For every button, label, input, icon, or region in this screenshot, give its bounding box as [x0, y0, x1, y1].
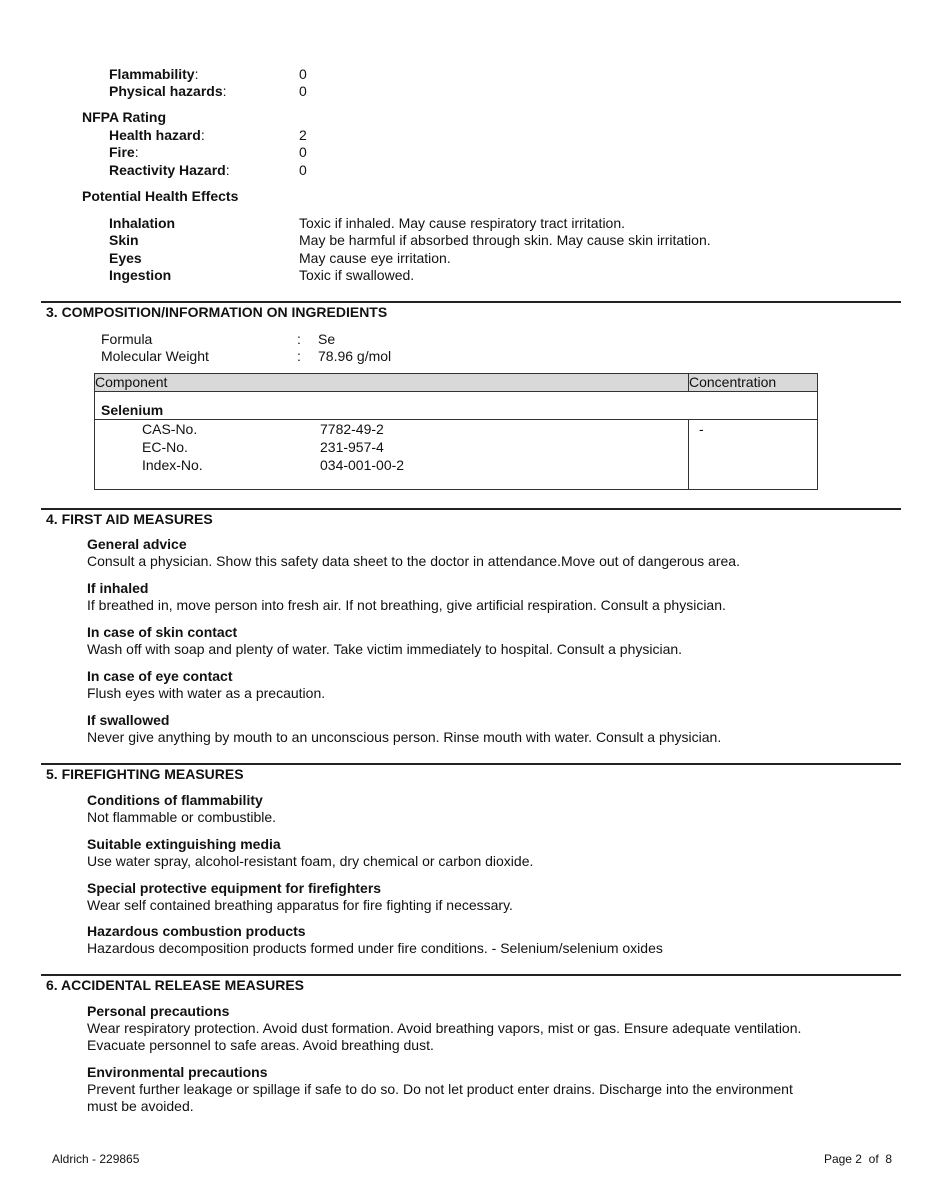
- release-text: Evacuate personnel to safe areas. Avoid breathing dust.: [87, 1037, 434, 1053]
- release-item: [87, 1003, 801, 1054]
- cas-label: CAS-No.: [142, 421, 198, 437]
- first-aid-text: Never give anything by mouth to an unconscious person. Rinse mouth with water. Consult a physician.: [87, 729, 722, 745]
- flammability-value: 0: [299, 66, 307, 82]
- molecular-weight-value: 78.96 g/mol: [318, 348, 392, 364]
- health-effects-title: Potential Health Effects: [82, 188, 239, 204]
- release-heading: Environmental precautions: [87, 1064, 268, 1080]
- component-name: Selenium: [95, 392, 818, 420]
- first-aid-item: [87, 712, 721, 746]
- first-aid-text: Consult a physician. Show this safety data sheet to the doctor in attendance.Move out of dangerous area.: [87, 553, 740, 569]
- section-3-title: 3. COMPOSITION/INFORMATION ON INGREDIENTS: [46, 304, 388, 320]
- component-table: [94, 373, 818, 490]
- firefighting-heading: Conditions of flammability: [87, 792, 263, 808]
- first-aid-item: [87, 668, 325, 702]
- index-value: 034-001-00-2: [320, 457, 405, 473]
- fire-label: Fire: [109, 144, 135, 160]
- firefighting-text: Use water spray, alcohol-resistant foam, dry chemical or carbon dioxide.: [87, 853, 534, 869]
- release-heading: Personal precautions: [87, 1003, 230, 1019]
- footer-left: Aldrich - 229865: [52, 1152, 140, 1166]
- health-hazard-value: 2: [299, 127, 307, 143]
- index-label: Index-No.: [142, 457, 203, 473]
- health-effect-text: May cause eye irritation.: [299, 250, 451, 266]
- column-header-concentration: Concentration: [689, 374, 818, 392]
- molecular-weight-label: Molecular Weight: [101, 348, 209, 364]
- firefighting-heading: Hazardous combustion products: [87, 923, 306, 939]
- firefighting-text: Not flammable or combustible.: [87, 809, 277, 825]
- formula-colon: :: [297, 331, 301, 347]
- health-effect-label: Eyes: [109, 250, 142, 266]
- first-aid-item: [87, 624, 682, 658]
- first-aid-heading: General advice: [87, 536, 187, 552]
- reactivity-label: Reactivity Hazard: [109, 162, 226, 178]
- column-header-component: Component: [95, 374, 689, 392]
- section-divider: [41, 763, 901, 765]
- reactivity-value: 0: [299, 162, 307, 178]
- health-hazard-label: Health hazard: [109, 127, 201, 143]
- first-aid-text: If breathed in, move person into fresh air. If not breathing, give artificial respiration. Consult a physician.: [87, 597, 726, 613]
- section-4-title: 4. FIRST AID MEASURES: [46, 511, 213, 527]
- release-text: must be avoided.: [87, 1098, 194, 1114]
- formula-value: Se: [318, 331, 336, 347]
- physical-hazards-label: Physical hazards: [109, 83, 223, 99]
- section-6-title: 6. ACCIDENTAL RELEASE MEASURES: [46, 977, 304, 993]
- health-effect-label: Inhalation: [109, 215, 176, 231]
- formula-label: Formula: [101, 331, 153, 347]
- firefighting-item: [87, 880, 513, 914]
- health-effect-text: Toxic if inhaled. May cause respiratory tract irritation.: [299, 215, 626, 231]
- firefighting-item: [87, 923, 663, 957]
- component-table-header: [95, 374, 818, 392]
- component-ids-row: [95, 420, 818, 490]
- firefighting-item: [87, 836, 533, 870]
- firefighting-heading: Special protective equipment for firefighters: [87, 880, 382, 896]
- cas-value: 7782-49-2: [320, 421, 384, 437]
- first-aid-heading: In case of eye contact: [87, 668, 233, 684]
- health-effect-text: May be harmful if absorbed through skin. May cause skin irritation.: [299, 232, 711, 248]
- health-effect-text: Toxic if swallowed.: [299, 267, 415, 283]
- section-divider: [41, 508, 901, 510]
- first-aid-heading: If inhaled: [87, 580, 149, 596]
- health-effect-label: Skin: [109, 232, 139, 248]
- firefighting-item: [87, 792, 276, 826]
- release-text: Wear respiratory protection. Avoid dust formation. Avoid breathing vapors, mist or gas. Ensure adequate ventilation.: [87, 1020, 802, 1036]
- ec-value: 231-957-4: [320, 439, 384, 455]
- firefighting-text: Hazardous decomposition products formed under fire conditions. - Selenium/selenium oxides: [87, 940, 663, 956]
- ec-label: EC-No.: [142, 439, 188, 455]
- footer-page-number: Page 2 of 8: [823, 1152, 892, 1166]
- release-item: [87, 1064, 793, 1115]
- first-aid-text: Wash off with soap and plenty of water. Take victim immediately to hospital. Consult a physician.: [87, 641, 683, 657]
- fire-value: 0: [299, 144, 307, 160]
- flammability-label: Flammability: [109, 66, 195, 82]
- physical-hazards-value: 0: [299, 83, 307, 99]
- release-text: Prevent further leakage or spillage if safe to do so. Do not let product enter drains. Discharge into the environment: [87, 1081, 793, 1097]
- health-effect-label: Ingestion: [109, 267, 172, 283]
- section-divider: [41, 974, 901, 976]
- firefighting-heading: Suitable extinguishing media: [87, 836, 281, 852]
- first-aid-heading: If swallowed: [87, 712, 170, 728]
- section-divider: [41, 301, 901, 303]
- concentration-value: -: [689, 420, 818, 490]
- component-ids-cell: [95, 420, 689, 490]
- first-aid-item: [87, 580, 726, 614]
- component-name-row: [95, 392, 818, 420]
- section-5-title: 5. FIREFIGHTING MEASURES: [46, 766, 244, 782]
- firefighting-text: Wear self contained breathing apparatus for fire fighting if necessary.: [87, 897, 513, 913]
- first-aid-item: [87, 536, 740, 570]
- molecular-weight-colon: :: [297, 348, 301, 364]
- nfpa-title: NFPA Rating: [82, 109, 166, 125]
- first-aid-heading: In case of skin contact: [87, 624, 238, 640]
- first-aid-text: Flush eyes with water as a precaution.: [87, 685, 326, 701]
